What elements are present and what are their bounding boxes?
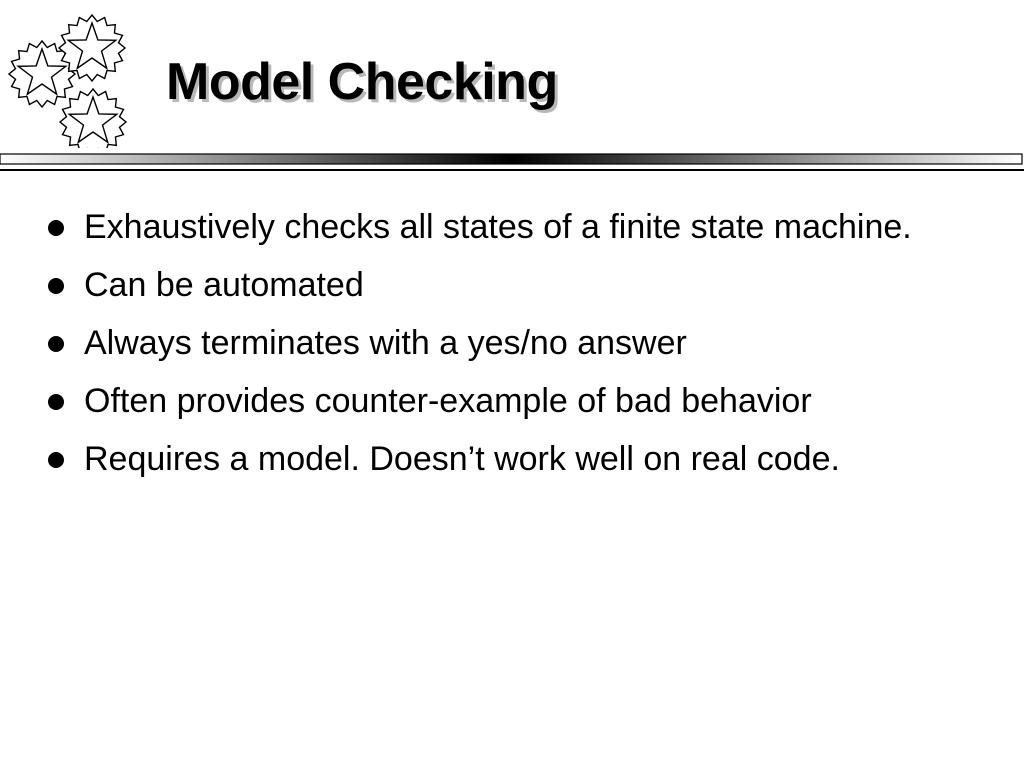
bullet-point-icon xyxy=(48,220,64,236)
bullet-text: Always terminates with a yes/no answer xyxy=(84,324,687,362)
bullet-text: Often provides counter-example of bad behavior xyxy=(84,382,812,420)
bullet-list xyxy=(44,204,1004,494)
three-stars-logo-icon xyxy=(6,12,132,148)
bullet-point-icon xyxy=(48,394,64,410)
bullet-point-icon xyxy=(48,452,64,468)
bullet-item xyxy=(44,378,1004,425)
bullet-text: Can be automated xyxy=(84,266,364,304)
bullet-text: Requires a model. Doesn’t work well on real code. xyxy=(84,440,840,478)
title-divider-rule xyxy=(0,152,1024,176)
bullet-text: Exhaustively checks all states of a finite state machine. xyxy=(84,208,912,246)
bullet-item xyxy=(44,262,1004,309)
bullet-point-icon xyxy=(48,336,64,352)
bullet-point-icon xyxy=(48,278,64,294)
bullet-item xyxy=(44,436,1004,483)
slide-title: Model Checking xyxy=(166,53,558,111)
bullet-item xyxy=(44,204,1004,251)
bullet-item xyxy=(44,320,1004,367)
